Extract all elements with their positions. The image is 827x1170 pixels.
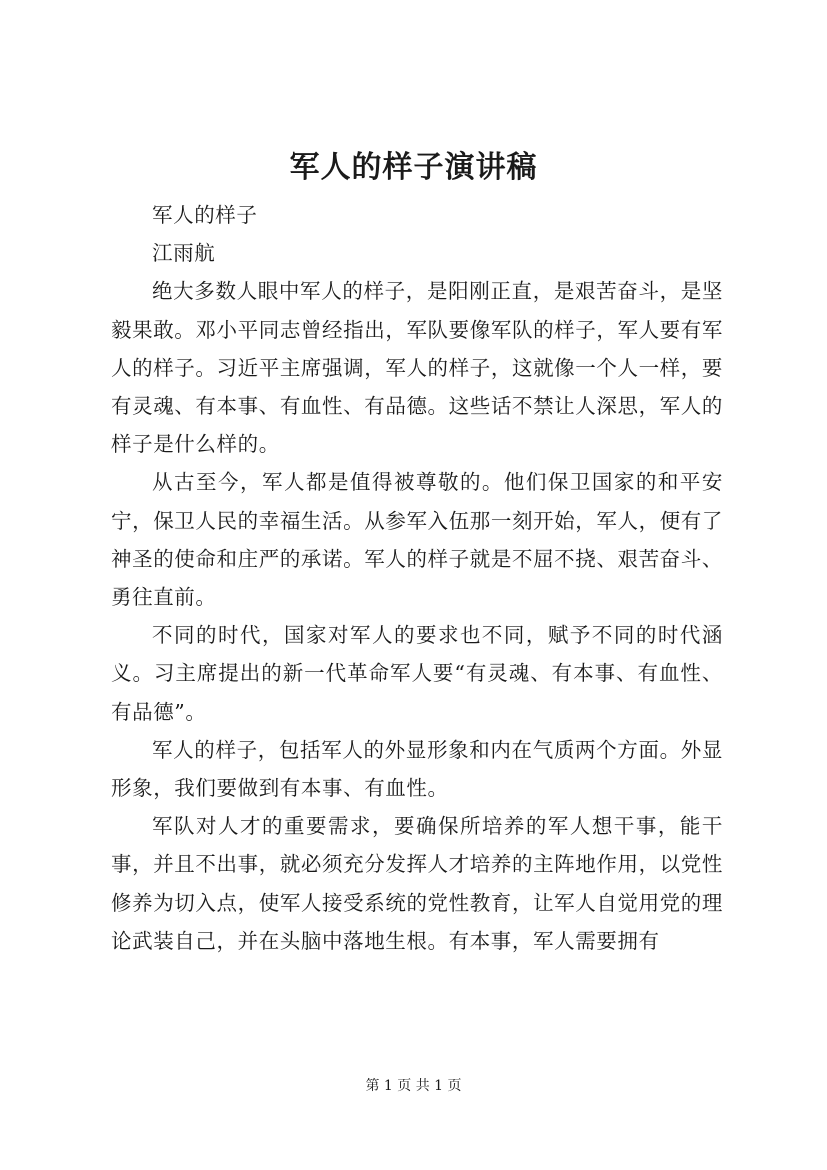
document-title: 军人的样子演讲稿 (289, 150, 538, 185)
body-paragraph: 军队对人才的重要需求，要确保所培养的军人想干事，能干事，并且不出事，就必须充分发挥人才培养的主阵地作用，以党性修养为切入点，使军人接受系统的党性教育，让军人自觉用党的理论武装自己，并在头脑中落地生根。有本事，军人需要拥有 (111, 814, 723, 953)
body-paragraph: 不同的时代，国家对军人的要求也不同，赋予不同的时代涵义。习主席提出的新一代革命军人要“有灵魂、有本事、有血性、有品德”。 (111, 623, 723, 724)
body-paragraph: 军人的样子，包括军人的外显形象和内在气质两个方面。外显形象，我们要做到有本事、有血性。 (111, 737, 723, 801)
page-footer: 第 1 页 共 1 页 (365, 1078, 462, 1094)
body-paragraph: 从古至今，军人都是值得被尊敬的。他们保卫国家的和平安宁，保卫人民的幸福生活。从参军入伍那一刻开始，军人，便有了神圣的使命和庄严的承诺。军人的样子就是不屈不挠、艰苦奋斗、勇往直前。 (111, 470, 723, 610)
author-paragraph: 江雨航 (152, 241, 216, 266)
document-body (111, 196, 723, 960)
subtitle-paragraph: 军人的样子 (152, 203, 258, 227)
body-paragraph: 绝大多数人眼中军人的样子，是阳刚正直，是艰苦奋斗，是坚毅果敢。邓小平同志曾经指出，军队要像军队的样子，军人要有军人的样子。习近平主席强调，军人的样子，这就像一个人一样，要有灵魂、有本事、有血性、有品德。这些话不禁让人深思，军人的样子是什么样的。 (111, 279, 723, 457)
